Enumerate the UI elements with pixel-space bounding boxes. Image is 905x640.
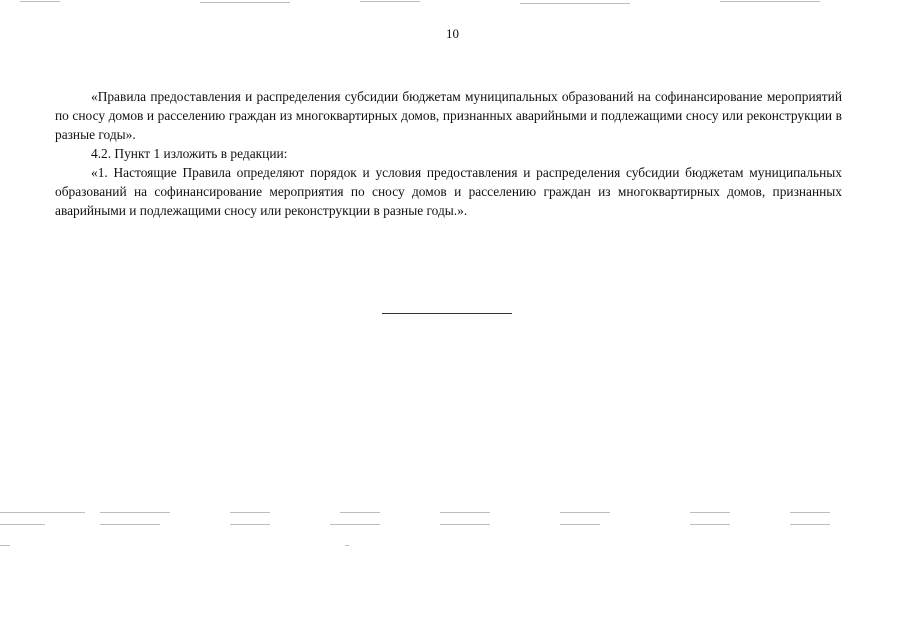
scan-noise-bottom <box>0 512 905 515</box>
paragraph-item-4-2: 4.2. Пункт 1 изложить в редакции: <box>91 146 288 161</box>
paragraph-item-1: «1. Настоящие Правила определяют порядок и условия предоставления и распределения субсидии бюджетам муниципальных образований на софинансирование мероприятия по сносу домов и расселению граждан из многоквартирных домов, признанных аварийными и подлежащими сносу или реконструкции в разные годы.». <box>55 165 842 218</box>
scan-noise-bottom-3 <box>0 545 905 548</box>
end-separator-line <box>382 313 512 314</box>
document-body <box>55 87 842 220</box>
paragraph-rules-title: «Правила предоставления и распределения субсидии бюджетам муниципальных образований на софинансирование мероприятий по сносу домов и расселению граждан из многоквартирных домов, признанных аварийными и подлежащими сносу или реконструкции в разные годы». <box>55 89 842 142</box>
scan-noise-top <box>0 0 905 6</box>
scan-noise-bottom-2 <box>0 524 905 527</box>
page-number: 10 <box>446 26 459 41</box>
